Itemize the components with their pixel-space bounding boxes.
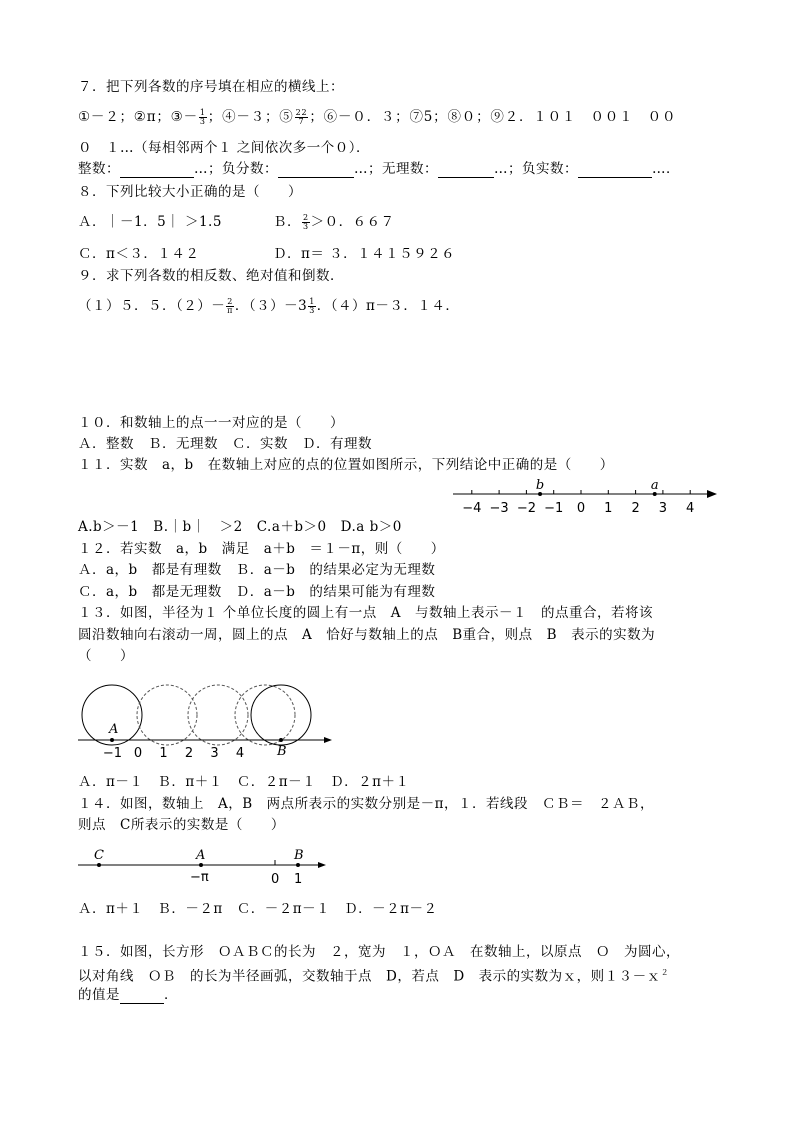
q11-tick-label: 3 bbox=[658, 501, 668, 516]
q14-label-neg-pi: −π bbox=[190, 870, 209, 885]
q13-tick-label: 0 bbox=[133, 746, 143, 761]
q15-exponent: ２ bbox=[660, 968, 670, 977]
q13-tick-label: 1 bbox=[159, 746, 168, 761]
q11-stem: １１．实数 a，b 在数轴上对应的点的位置如图所示，下列结论中正确的是（ ） bbox=[78, 457, 614, 473]
q11-tick-label: 2 bbox=[631, 501, 640, 516]
q11-label-b: b bbox=[535, 478, 545, 493]
q12-stem: １２．若实数 a，b 满足 a＋b ＝１－π，则（ ） bbox=[78, 541, 445, 557]
q11-options: A.b＞－1 B.｜b｜ ＞2 C.a＋b＞0 D.a b＞0 bbox=[78, 519, 402, 535]
q15-stem-line1: １５．如图，长方形 ＯＡＢＣ的长为 ２，宽为 １，ＯＡ 在数轴上，以原点 Ｏ 为圆心， bbox=[78, 944, 680, 960]
q14-point-a bbox=[199, 863, 203, 867]
q11-tick-label: −1 bbox=[544, 501, 564, 516]
q13-axis-arrow bbox=[324, 737, 332, 743]
q11-tick-label: −3 bbox=[489, 501, 509, 516]
q7-blanks bbox=[78, 160, 680, 178]
q7-items-part1: ①－２；②π；③－ bbox=[78, 109, 198, 125]
q9-mixed-fraction: $\frac{1}{3}$ bbox=[309, 297, 315, 315]
q14-label-b: B bbox=[294, 848, 304, 863]
q13-tick-label: 4 bbox=[235, 746, 245, 761]
q7-tail: …． bbox=[652, 161, 680, 177]
q14-stem-line1: １４．如图，数轴上 A，B 两点所表示的实数分别是－π，１．若线段 ＣＢ＝ ２ＡＢ， bbox=[78, 796, 655, 812]
q8-option-c: Ｃ．π＜３．１４２ bbox=[78, 246, 200, 262]
q14-point-c bbox=[97, 863, 101, 867]
q7-integer-blank[interactable] bbox=[120, 163, 194, 178]
q7-fraction-22-7: $\frac{22}{7}$ bbox=[295, 108, 308, 126]
q14-options: Ａ．π＋１ Ｂ．－２π Ｃ．－２π－１ Ｄ．－２π－２ bbox=[78, 901, 438, 917]
q7-items-part3: ；⑥－０．３；⑦5；⑧０；⑨２．１０１ ００１ ００ bbox=[309, 109, 677, 125]
q13-stem-line3: （ ） bbox=[78, 648, 134, 664]
q7-negfrac-blank[interactable] bbox=[278, 163, 354, 178]
q7-items-continued: ０ １…（每相邻两个１ 之间依次多一个０）． bbox=[78, 140, 371, 156]
q10-options: Ａ．整数 Ｂ．无理数 Ｃ．实数 Ｄ．有理数 bbox=[78, 436, 372, 452]
q11-tick-label: −4 bbox=[462, 501, 482, 516]
q11-tick-label: −2 bbox=[516, 501, 536, 516]
q14-label-a: A bbox=[196, 848, 206, 863]
q11-tick-label: 4 bbox=[686, 501, 695, 516]
q13-circle-end bbox=[251, 685, 311, 745]
q7-items-part2: ；④－３；⑤ bbox=[207, 109, 294, 125]
q15-answer-blank[interactable] bbox=[120, 989, 164, 1004]
q7-irrational-label: …；无理数： bbox=[354, 161, 438, 177]
q11-axis-arrow bbox=[707, 490, 717, 498]
q14-label-0: 0 bbox=[271, 872, 280, 887]
q8-stem: ８．下列比较大小正确的是（ ） bbox=[78, 184, 302, 200]
q13-label-a: A bbox=[109, 722, 119, 737]
q13-circle-dashed-3 bbox=[235, 685, 295, 745]
q8-option-b: Ｂ． $\frac{2}{3}$ ＞０．６６７ bbox=[273, 213, 395, 231]
q14-point-b bbox=[296, 863, 300, 867]
q13-tick-label: 2 bbox=[184, 746, 194, 761]
q7-stem: ７．把下列各数的序号填在相应的横线上： bbox=[78, 79, 344, 95]
q7-integer-label: 整数： bbox=[78, 161, 120, 177]
q13-label-b: B bbox=[277, 744, 287, 759]
q9-items: （１）５．５．（２）－ $\frac{2}{\pi}$ ．（３）－3 $\frac{1}{3}$ ．（４）π－３．１４． bbox=[78, 297, 460, 315]
q7-negfrac-label: …；负分数： bbox=[194, 161, 278, 177]
q12-options-cd: Ｃ．a，b 都是无理数 Ｄ．a－b 的结果可能为有理数 bbox=[78, 584, 436, 600]
q13-circle-dashed-1 bbox=[137, 685, 197, 745]
q10-stem: １０．和数轴上的点一一对应的是（ ） bbox=[78, 415, 344, 431]
q14-label-1: 1 bbox=[294, 872, 303, 887]
q13-point-b bbox=[279, 738, 283, 742]
q13-rolling-circle-figure bbox=[78, 680, 338, 762]
q9-stem: ９．求下列各数的相反数、绝对值和倒数． bbox=[78, 268, 344, 284]
q15-stem-line2: 以对角线 ＯＢ 的长为半径画弧，交数轴于点 D，若点 D 表示的实数为ｘ，则１３－ｘ$^2$ bbox=[78, 968, 670, 985]
q7-irrational-blank[interactable] bbox=[438, 163, 494, 178]
q7-negreal-blank[interactable] bbox=[578, 163, 652, 178]
q14-number-line bbox=[78, 845, 338, 889]
q12-options-ab: Ａ．a，b 都是有理数 Ｂ．a－b 的结果必定为无理数 bbox=[78, 562, 436, 578]
q7-negreal-label: …；负实数： bbox=[494, 161, 578, 177]
q14-stem-line2: 则点 C所表示的实数是（ ） bbox=[78, 817, 285, 833]
q13-tick-label: 3 bbox=[210, 746, 219, 761]
q11-tick-label: 1 bbox=[604, 501, 613, 516]
q13-tick-label: −1 bbox=[102, 746, 123, 761]
q9-fraction-2-pi: $\frac{2}{\pi}$ bbox=[227, 297, 233, 315]
q8-fraction-2-3: $\frac{2}{3}$ bbox=[303, 213, 309, 231]
q15-stem-line3: 的值是 ． bbox=[78, 987, 178, 1003]
q7-items bbox=[78, 108, 676, 126]
q11-number-line bbox=[445, 476, 725, 520]
q13-options: Ａ．π－１ Ｂ．π＋１ Ｃ．２π－１ Ｄ．２π＋１ bbox=[78, 774, 410, 790]
q11-label-a: a bbox=[650, 478, 659, 493]
q13-stem-line1: １３．如图，半径为１ 个单位长度的圆上有一点 A 与数轴上表示－１ 的点重合，若将该 bbox=[78, 605, 654, 621]
q8-option-a: Ａ．｜－1．5｜ ＞1.5̇ bbox=[78, 214, 222, 230]
q7-fraction-third: $\frac{1}{3}$ bbox=[199, 108, 206, 126]
q11-tick-label: 0 bbox=[576, 501, 586, 516]
q8-option-d: Ｄ．π＝ ３．１４１５９２６ bbox=[273, 246, 456, 262]
q14-label-c: C bbox=[94, 848, 104, 863]
q13-stem-line2: 圆沿数轴向右滚动一周，圆上的点 A 恰好与数轴上的点 B重合，则点 B 表示的实数为 bbox=[78, 627, 656, 643]
q13-point-a bbox=[110, 738, 114, 742]
q14-axis-arrow bbox=[318, 862, 326, 868]
